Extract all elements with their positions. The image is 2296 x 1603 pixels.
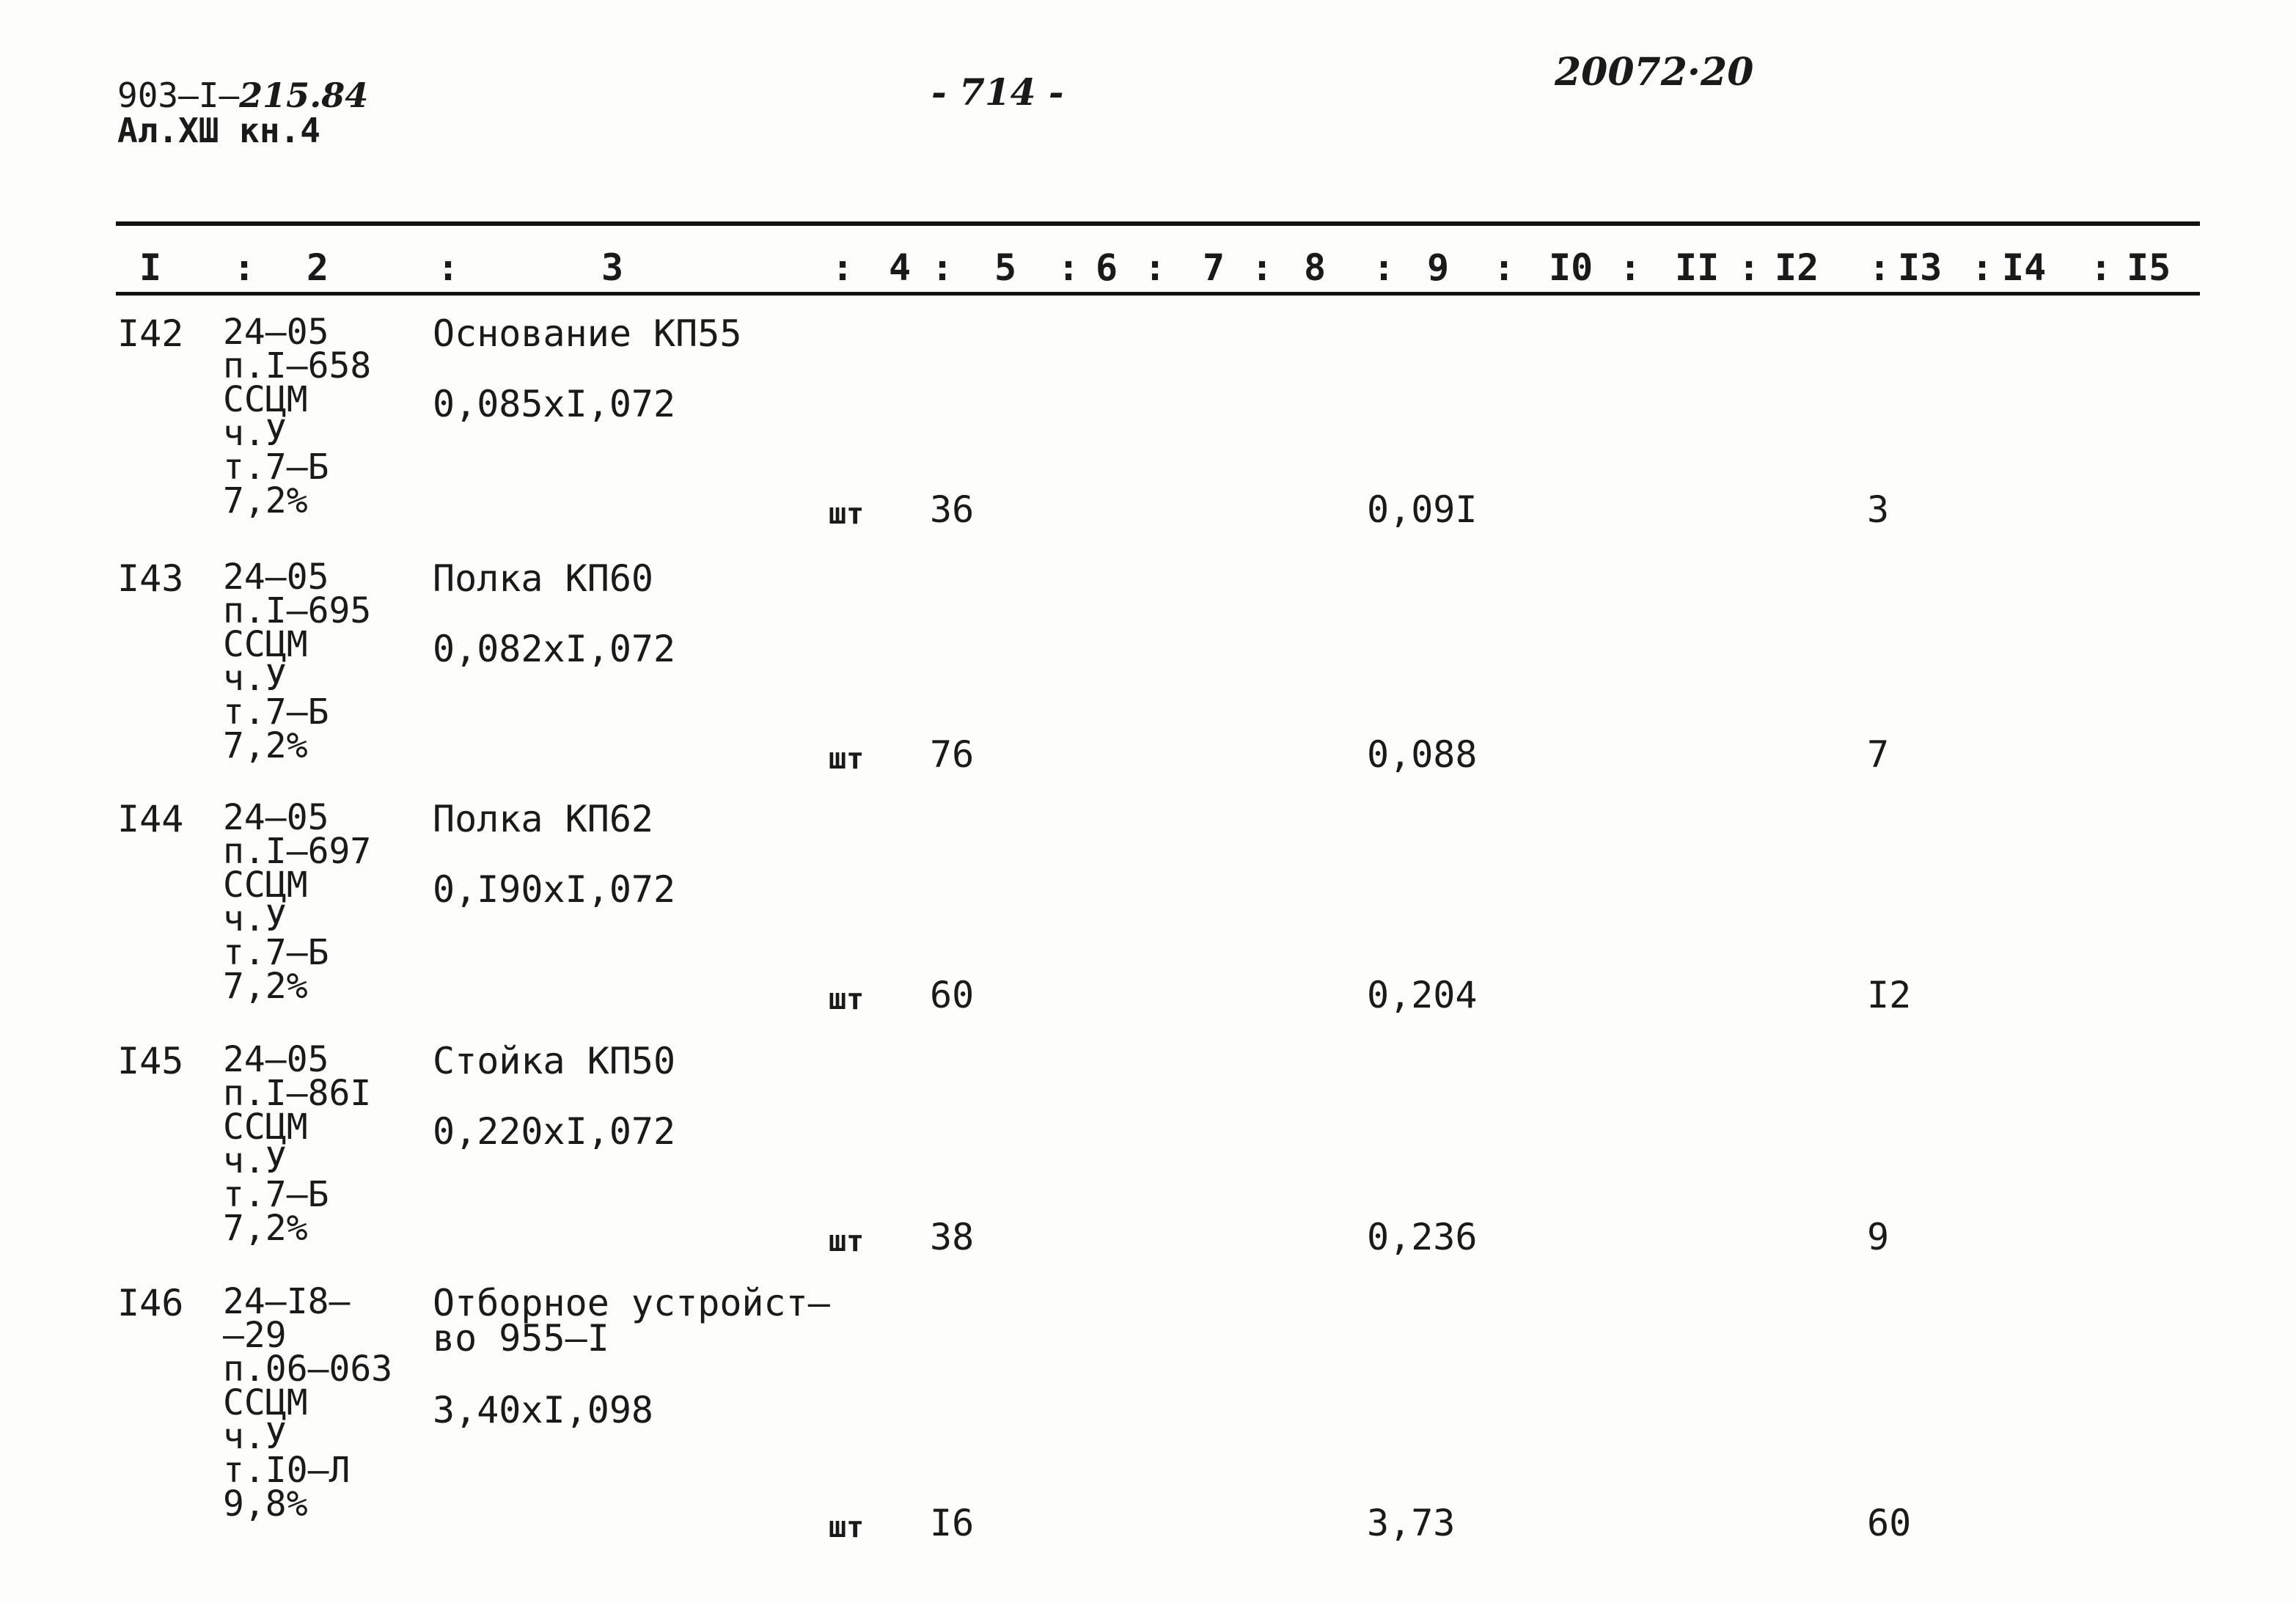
item-dimensions: 0,085xI,072	[433, 383, 676, 425]
source-reference	[223, 797, 372, 1007]
col-sep-3: :	[437, 246, 460, 289]
unit-label: шт	[829, 497, 865, 531]
source-line: п.I–697	[223, 831, 372, 872]
document-code-handwritten: 215.84	[239, 76, 369, 115]
col-sep-6: :	[1057, 246, 1080, 289]
col9-value: 0,204	[1367, 974, 1478, 1016]
source-line: п.I–86I	[223, 1073, 372, 1114]
col-header-14: I4	[2002, 246, 2047, 289]
source-line: ССЦМ	[223, 1107, 308, 1148]
col-header-8: 8	[1304, 246, 1327, 289]
unit-label: шт	[829, 742, 865, 776]
unit-label: шт	[829, 1511, 865, 1544]
row-number: I46	[117, 1282, 184, 1324]
source-line: т.7–Б	[223, 1174, 329, 1215]
source-line: ч.У	[223, 413, 287, 454]
col-sep-9: :	[1373, 246, 1395, 289]
source-line: ССЦМ	[223, 624, 308, 665]
source-line: 24–I8–	[223, 1281, 351, 1322]
source-line: т.7–Б	[223, 447, 329, 488]
source-line: 24–05	[223, 797, 329, 838]
source-line: 7,2%	[223, 725, 308, 766]
col9-value: 3,73	[1367, 1502, 1456, 1544]
col-header-5: 5	[994, 246, 1017, 289]
source-line: 7,2%	[223, 1208, 308, 1249]
item-dimensions: 0,082xI,072	[433, 628, 676, 670]
col-header-11: II	[1675, 246, 1720, 289]
source-line: п.06–063	[223, 1349, 393, 1390]
quantity-value: 60	[930, 974, 975, 1016]
col-sep-15: :	[2090, 246, 2113, 289]
source-line: т.7–Б	[223, 692, 329, 733]
col-sep-5: :	[931, 246, 954, 289]
quantity-value: 76	[930, 733, 975, 776]
page-number: - 714 -	[931, 70, 1064, 114]
col-header-9: 9	[1427, 246, 1450, 289]
source-line: п.I–658	[223, 345, 372, 386]
col9-value: 0,088	[1367, 733, 1478, 776]
item-name: Полка КП60	[433, 557, 654, 600]
col-header-3: 3	[601, 246, 624, 289]
unit-label: шт	[829, 983, 865, 1016]
col-sep-13: :	[1868, 246, 1891, 289]
source-line: т.I0–Л	[223, 1450, 351, 1491]
source-line: ч.У	[223, 658, 287, 699]
source-reference	[223, 312, 372, 521]
table-top-rule	[116, 221, 2200, 226]
column-header-row	[0, 246, 2296, 290]
table-row	[0, 557, 2296, 810]
item-name: Основание КП55	[433, 312, 742, 355]
source-line: ч.У	[223, 1140, 287, 1181]
source-line: ч.У	[223, 898, 287, 939]
quantity-value: I6	[930, 1502, 975, 1544]
col9-value: 0,09I	[1367, 488, 1478, 531]
col13-value: I2	[1867, 974, 1912, 1016]
col-sep-2: :	[233, 246, 256, 289]
source-line: 7,2%	[223, 480, 308, 521]
source-line: –29	[223, 1315, 287, 1356]
col13-value: 60	[1867, 1502, 1912, 1544]
quantity-value: 38	[930, 1216, 975, 1258]
source-reference	[223, 1281, 393, 1525]
source-line: 24–05	[223, 1039, 329, 1080]
table-header-rule	[116, 292, 2200, 296]
source-reference	[223, 557, 372, 766]
table-row	[0, 1039, 2296, 1292]
source-line: ССЦМ	[223, 1382, 308, 1423]
source-line: 7,2%	[223, 966, 308, 1007]
document-code-prefix: 903–I–	[117, 76, 240, 115]
col-sep-8: :	[1251, 246, 1274, 289]
item-name: Стойка КП50	[433, 1040, 676, 1082]
item-dimensions: 0,220xI,072	[433, 1110, 676, 1153]
col-sep-7: :	[1144, 246, 1167, 289]
document-code	[117, 76, 369, 115]
col13-value: 3	[1867, 488, 1890, 531]
col9-value: 0,236	[1367, 1216, 1478, 1258]
col-header-10: I0	[1549, 246, 1593, 289]
source-line: 9,8%	[223, 1483, 308, 1525]
source-line: 24–05	[223, 557, 329, 598]
row-number: I45	[117, 1040, 184, 1082]
col-sep-10: :	[1493, 246, 1516, 289]
col-header-4: 4	[889, 246, 912, 289]
item-name: Отборное устройст–	[433, 1282, 830, 1324]
sheet-code: 20072·20	[1555, 50, 1754, 95]
col-header-7: 7	[1203, 246, 1225, 289]
col-header-6: 6	[1096, 246, 1118, 289]
col-header-12: I2	[1775, 246, 1819, 289]
unit-label: шт	[829, 1225, 865, 1258]
col13-value: 7	[1867, 733, 1890, 776]
col-sep-11: :	[1619, 246, 1642, 289]
row-number: I44	[117, 798, 184, 840]
item-dimensions: 0,I90xI,072	[433, 868, 676, 911]
source-line: ч.У	[223, 1416, 287, 1457]
source-line: 24–05	[223, 312, 329, 353]
col-sep-4: :	[832, 246, 854, 289]
source-line: п.I–695	[223, 590, 372, 631]
source-line: ССЦМ	[223, 379, 308, 420]
item-name-continued: во 955–I	[433, 1317, 609, 1360]
source-line: ССЦМ	[223, 865, 308, 906]
col-sep-14: :	[1971, 246, 1994, 289]
table-row	[0, 797, 2296, 1050]
col-header-2: 2	[307, 246, 329, 289]
col-header-15: I5	[2127, 246, 2171, 289]
table-row	[0, 1281, 2296, 1578]
album-book-label: Ал.XШ кн.4	[117, 111, 320, 150]
item-name: Полка КП62	[433, 798, 654, 840]
source-line: т.7–Б	[223, 932, 329, 973]
col-sep-12: :	[1738, 246, 1761, 289]
row-number: I42	[117, 312, 184, 355]
item-dimensions: 3,40xI,098	[433, 1389, 654, 1431]
quantity-value: 36	[930, 488, 975, 531]
table-row	[0, 312, 2296, 565]
source-reference	[223, 1039, 372, 1249]
col-header-13: I3	[1898, 246, 1943, 289]
col-header-1: I	[139, 246, 162, 289]
col13-value: 9	[1867, 1216, 1890, 1258]
row-number: I43	[117, 557, 184, 600]
